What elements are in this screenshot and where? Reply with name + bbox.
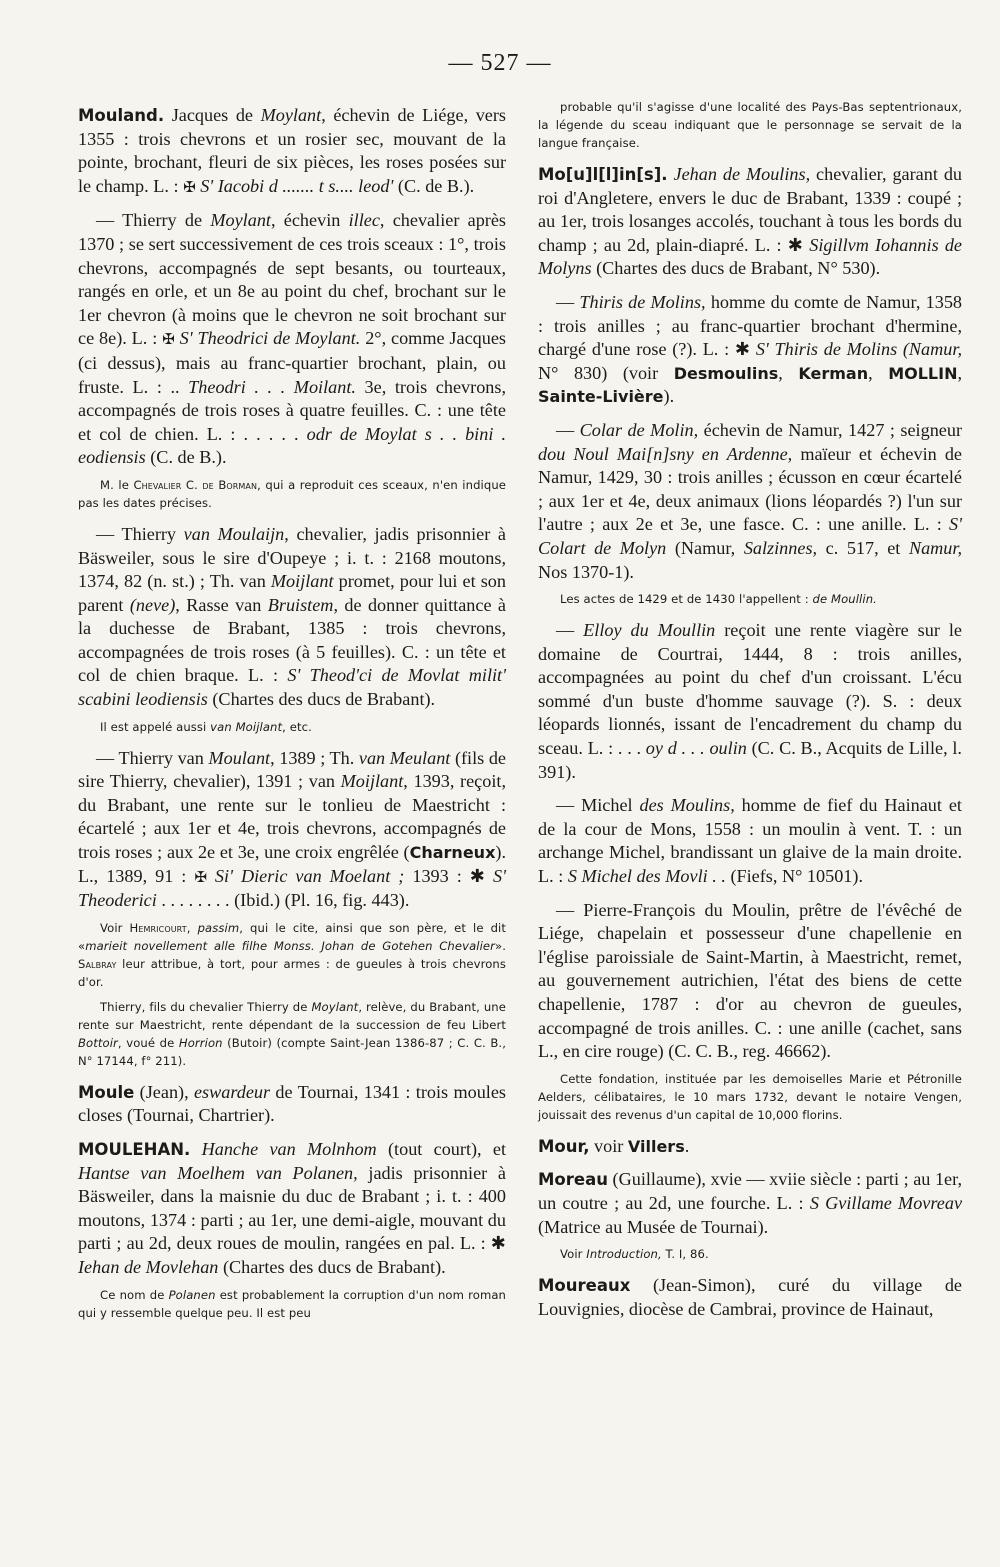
text-run: van Moijlant	[210, 719, 283, 734]
text-run: ).	[663, 386, 675, 407]
footnote-note-hemricourt	[78, 919, 506, 991]
text-run: , chevalier après 1370 ; se sert successivement de ces trois sceaux : 1°, trois chevrons, accompagnés de sept besants, ou tourteaux, rangés en orle, et un 8e au point du chef, brochant sur le 1er chevron (à moins que le chevron ne soit brochant sur ce 8e). L. :	[78, 210, 507, 349]
text-run: Colar de Molin,	[579, 419, 699, 440]
text-run: —	[556, 419, 580, 440]
text-run: (Chartes des ducs de Brabant, N° 530).	[591, 258, 881, 279]
text-run: Salzinnes,	[743, 537, 818, 558]
text-run: (fils de sire Thierry, chevalier), 1391 ; van	[78, 747, 506, 792]
text-run: T. I, 86.	[661, 1247, 709, 1262]
text-run: Horrion	[178, 1035, 223, 1050]
text-run: (Jean-Simon), curé du village de Louvignies, diocèse de Cambrai, province de Hainaut,	[538, 1275, 962, 1319]
text-run: Les actes de 1429 et de 1430 l'appellent :	[560, 592, 813, 607]
cross-symbol-icon: ✠	[194, 867, 207, 886]
text-run: jadis prisonnier à Bäsweiler, dans la maisnie du duc de Brabant ; i. t. : 400 moutons, 1374 : parti ; au 1er, une demi-aigle, mouvant du parti ; au 2d, deux roues de moulin, rangées en pal. L. : ✱	[78, 1162, 506, 1254]
text-run: Kerman	[798, 363, 869, 383]
text-run: Jehan de Moulins,	[673, 164, 811, 184]
text-run: (Chartes des ducs de Brabant).	[218, 1256, 446, 1277]
entry-thiris	[538, 291, 962, 409]
text-run: , 1389 ; Th.	[270, 747, 359, 768]
footnote-note-moullin	[538, 590, 962, 608]
text-run: —	[556, 620, 584, 641]
text-run: marieit novellement alle filhe Monss. Johan de Gotehen Chevalier	[85, 938, 496, 953]
text-run: N° 830) (voir	[538, 362, 674, 383]
text-run: reçoit une rente viagère sur le domaine de Courtrai, 1444, 8 : trois anilles, accompagnées au point du chef d'un croissant. L'écu sommé d'un buste d'homme sauvage (?). S. : deux léopards lionnés, issant de l'encadrement du champ du sceau. L. : . . .	[538, 620, 962, 759]
text-run: des Moulins,	[639, 795, 735, 816]
text-run: passim	[197, 920, 240, 935]
entry-mouland	[78, 104, 506, 199]
cross-symbol-icon: ✠	[162, 330, 175, 349]
text-run: est probablement la corruption d'un nom roman qui y ressemble quelque peu. Il est peu	[78, 1287, 506, 1320]
text-run: ».	[495, 938, 506, 953]
text-run: voir	[589, 1135, 628, 1156]
entry-thierry-moylant	[78, 209, 506, 470]
text-run: (neve)	[129, 594, 176, 615]
text-run: (Fiefs, N° 10501).	[725, 866, 864, 887]
text-run: Sainte-Livière	[538, 387, 664, 407]
text-run: Salbray	[78, 956, 117, 971]
text-run: chevalier, garant du roi d'Angletere, envers le duc de Brabant, 1339 : coupé ; au 1er, trois losanges accolés, touchant à tous les bords du champ ; au 2d, plain-diapré. L. : ✱	[538, 164, 963, 255]
text-run: Chevalier	[133, 477, 182, 492]
text-run: Moylant	[210, 210, 271, 231]
text-run: Si' Dieric van Moelant ;	[206, 865, 405, 886]
text-run: — Pierre-François du Moulin, prêtre de l'évêché de Liége, chapelain et possesseur d'une chapellenie en l'église paroissiale de Saint-Martin, à Maestricht, remet, au gouvernement autrichien, l'état des biens de cette chapellenie, 1787 : d'or au chevron de gueules, accompagné de trois anilles. C. : une anille (cachet, sans L., en cire rouge) (C. C. B., reg. 46662).	[538, 899, 962, 1062]
text-run: , chevalier, jadis prisonnier à Bäsweiler, sous le sire d'Oupeye ; i. t. : 2168 moutons, 1374, 82 (n. st.) ; Th. van	[78, 523, 506, 592]
text-run: S' Theoderici	[78, 865, 506, 911]
footnote-note-thierry	[78, 998, 506, 1070]
text-run: Bottoir	[78, 1035, 118, 1050]
text-run: C.	[181, 477, 203, 492]
entry-headword: Moule	[78, 1082, 135, 1102]
text-run: Hanche van Molnhom	[201, 1139, 377, 1159]
text-run: promet, pour lui et son parent	[78, 571, 506, 615]
entry-mour	[538, 1135, 962, 1159]
text-run: maïeur et échevin de Namur, 1429, 30 : trois anilles ; écusson en cœur écartelé ; aux 1er et 4e, deux animaux (lions léopardés ?) l'un sur l'autre ; aux 2e et 3e, une fasce. C. : une anille. L. :	[538, 443, 962, 535]
entry-moulehan	[78, 1138, 506, 1280]
entry-moule	[78, 1081, 506, 1128]
text-run: Cette fondation, instituée par les demoiselles Marie et Pétronille Aelders, célibataires, le 10 mars 1732, devant le notaire Vengen, jouissait des revenus d'un capital de 10,000 florins.	[538, 1071, 962, 1122]
text-run: (Butoir) (compte Saint-Jean 1386-87 ; C. C. B., N° 17144, f° 211).	[78, 1035, 506, 1068]
text-run: ,	[868, 362, 889, 383]
text-run: , relève, du Brabant, une rente sur Maestricht, rente dépendant de la succession de feu Libert	[78, 999, 506, 1032]
entry-colar	[538, 419, 962, 584]
entry-moureaux	[538, 1274, 962, 1321]
text-run: de	[202, 477, 214, 492]
text-run: , échevin	[270, 210, 349, 231]
entry-thierry-moulaijn	[78, 523, 506, 712]
text-run: van Meulant	[358, 747, 451, 768]
text-run: Namur,	[908, 537, 962, 558]
text-run: , de donner quittance à la duchesse de Brabant, 1385 : trois chevrons, accompagnées de trois roses (à 5 feuilles). C. : un tête et col de chien braque. L. :	[78, 594, 506, 686]
entry-moreau	[538, 1168, 962, 1239]
text-run: S Michel des Movli . .	[567, 866, 726, 887]
cross-symbol-icon: ✠	[183, 177, 196, 196]
text-run: (Jean),	[134, 1081, 194, 1102]
text-run: , qui le cite, ainsi que son père, et le dit «	[78, 920, 507, 953]
text-run: van Moulaijn	[183, 523, 285, 544]
entry-headword: Mo[u]l[l]in[s].	[538, 165, 668, 184]
text-run: 1393 : ✱	[404, 865, 494, 886]
footnote-note-polanen	[78, 1286, 506, 1322]
text-run: Ce nom de	[100, 1287, 169, 1302]
text-run: probable qu'il s'agisse d'une localité des Pays-Bas septentrionaux, la légende du sceau indiquant que le personnage se servait de la langue française.	[538, 100, 962, 150]
footnote-note-intro	[538, 1245, 962, 1263]
text-run: Desmoulins	[673, 363, 779, 383]
text-run: Moylant	[311, 999, 359, 1014]
text-run: ,	[778, 362, 799, 383]
entry-thierry-moulant	[78, 747, 506, 913]
text-run: de Tournai, 1341 : trois moules closes (Tournai, Chartrier).	[78, 1081, 506, 1126]
text-run: de Moullin.	[812, 592, 877, 607]
text-run: Voir	[560, 1247, 587, 1262]
text-run: Villers	[627, 1136, 685, 1156]
text-run: (C. de B.).	[393, 175, 475, 196]
entry-headword: Mour,	[538, 1136, 590, 1156]
text-run: Introduction,	[586, 1247, 662, 1262]
text-run: échevin de Namur, 1427 ; seigneur	[698, 419, 963, 440]
text-run: Borman	[218, 477, 258, 492]
text-run: odr de Moylat s . . bini . eodiensis	[78, 423, 506, 468]
text-run: — Thierry van	[96, 747, 209, 768]
entry-headword: MOULEHAN.	[78, 1140, 191, 1159]
left-column	[78, 104, 506, 1333]
text-run: S' Colart de Molyn	[538, 514, 962, 558]
text-run: Iehan de Movlehan	[78, 1256, 219, 1277]
text-run: Hantse van Moelhem van Polanen,	[78, 1162, 358, 1183]
text-run: oy d . . . oulin	[645, 738, 747, 759]
text-run: (Namur,	[666, 537, 744, 558]
text-run: Polanen	[168, 1287, 216, 1302]
text-run: Hemricourt	[129, 920, 187, 935]
text-run: , qui a reproduit ces sceaux, n'en indique pas les dates précises.	[78, 477, 506, 510]
text-run: , voué de	[117, 1035, 179, 1050]
text-run: Thiris de Molins,	[579, 291, 706, 312]
entry-michel	[538, 794, 962, 888]
text-run: Charneux	[409, 843, 496, 863]
entry-headword: Moreau	[538, 1170, 608, 1190]
entry-pierre	[538, 899, 962, 1064]
text-run: Moylant	[260, 105, 322, 125]
text-run: Elloy du Moullin	[583, 620, 716, 641]
text-run: —	[556, 291, 580, 312]
text-run: ,	[957, 362, 963, 383]
text-run: Nos 1370-1).	[538, 561, 634, 582]
footnote-note-cont	[538, 98, 962, 152]
text-run: ). L., 1389, 91 :	[78, 842, 506, 886]
text-run: (tout court), et	[376, 1139, 507, 1159]
text-run: (C. C. B., Acquits de Lille, l. 391).	[538, 738, 962, 782]
text-run: Sigillvm Iohannis de Molyns	[538, 234, 963, 279]
text-run: 2°, comme Jacques (ci dessus), mais au franc-quartier brochant, plain, ou fruste. L. : ..	[78, 328, 506, 397]
text-run: ,	[186, 920, 198, 935]
text-run: Moulant	[208, 747, 271, 768]
text-run: S Gvillame Movreav	[809, 1192, 963, 1213]
text-run: , échevin de Liége, vers 1355 : trois chevrons et un rosier sec, mouvant de la pointe, brochant, fleuri de six pièces, les roses posées sur le champ. L. :	[78, 105, 507, 196]
text-run: M. le	[100, 477, 134, 492]
text-run: (C. de B.).	[145, 447, 227, 468]
text-run: , Rasse van	[175, 594, 268, 615]
right-column	[538, 102, 962, 1331]
text-run: Moijlant	[340, 771, 404, 792]
entry-headword: Moureaux	[538, 1276, 631, 1296]
text-run: S' Theod'ci de Movlat milit' scabini leodiensis	[78, 665, 506, 710]
text-run: S' Theodrici de Moylant.	[174, 328, 361, 349]
text-run: illec	[348, 210, 380, 231]
text-run: homme du comte de Namur, 1358 : trois anilles ; au franc-quartier brochant d'hermine, chargé d'une rose (?). L. : ✱	[538, 291, 963, 360]
page-number: — 527 —	[448, 50, 552, 76]
footnote-note-fondation	[538, 1070, 962, 1124]
text-run: Moijlant	[270, 571, 334, 592]
entry-headword: Mouland.	[78, 106, 165, 125]
text-run: Jacques de	[164, 105, 261, 125]
text-run: Thierry, fils du chevalier Thierry de	[100, 999, 312, 1014]
text-run: — Thierry	[96, 523, 184, 544]
text-run: c. 517, et	[817, 537, 909, 558]
footnote-note-moijlant	[78, 718, 506, 736]
entry-elloy	[538, 619, 962, 784]
footnote-note-borman	[78, 476, 506, 512]
text-run: 3e, trois chevrons, accompagnés de trois roses à quatre feuilles. C. : une tête et col de chien. L. : . . . . .	[78, 376, 507, 444]
entry-moulins	[538, 163, 962, 281]
text-run: S' Thiris de Molins (Namur,	[755, 339, 962, 360]
text-run: Voir	[100, 920, 130, 935]
text-run: leur attribue, à tort, pour armes : de gueules à trois chevrons d'or.	[78, 956, 506, 989]
text-run: . . . . . . . . (Ibid.) (Pl. 16, fig. 443).	[156, 890, 410, 911]
text-run: , 1393, reçoit, du Brabant, une rente sur le tonlieu de Maestricht : écartelé ; aux 1er et 4e, trois chevrons, accompagnés de trois roses ; aux 2e et 3e, une croix engrêlée (	[78, 771, 507, 863]
text-run: (Chartes des ducs de Brabant).	[207, 689, 436, 710]
text-run: S' Iacobi d ....... t s.... leod'	[195, 175, 394, 196]
text-run: dou Noul Mai[n]sny en Ardenne,	[538, 443, 793, 464]
text-run: Il est appelé aussi	[100, 719, 211, 734]
text-run: — Michel	[556, 795, 640, 816]
text-run: MOLLIN	[888, 363, 958, 383]
text-run: (Matrice au Musée de Tournai).	[538, 1216, 769, 1237]
text-run: eswardeur	[193, 1081, 271, 1102]
text-run: homme de fief du Hainaut et de la cour de Mons, 1558 : un moulin à vent. T. : un archange Michel, brandissant un glaive de la main droite. L. :	[538, 795, 962, 887]
text-run: — Thierry de	[96, 210, 211, 231]
text-run: Theodri . . . Moilant.	[188, 376, 356, 397]
text-run	[190, 1139, 201, 1159]
text-run: , etc.	[282, 719, 312, 734]
text-run: .	[684, 1135, 690, 1156]
text-run: Bruistem	[267, 594, 334, 615]
text-run: (Guillaume), xvie — xviie siècle : parti ; au 1er, un coutre ; au 2d, une fourche. L. :	[538, 1169, 962, 1213]
